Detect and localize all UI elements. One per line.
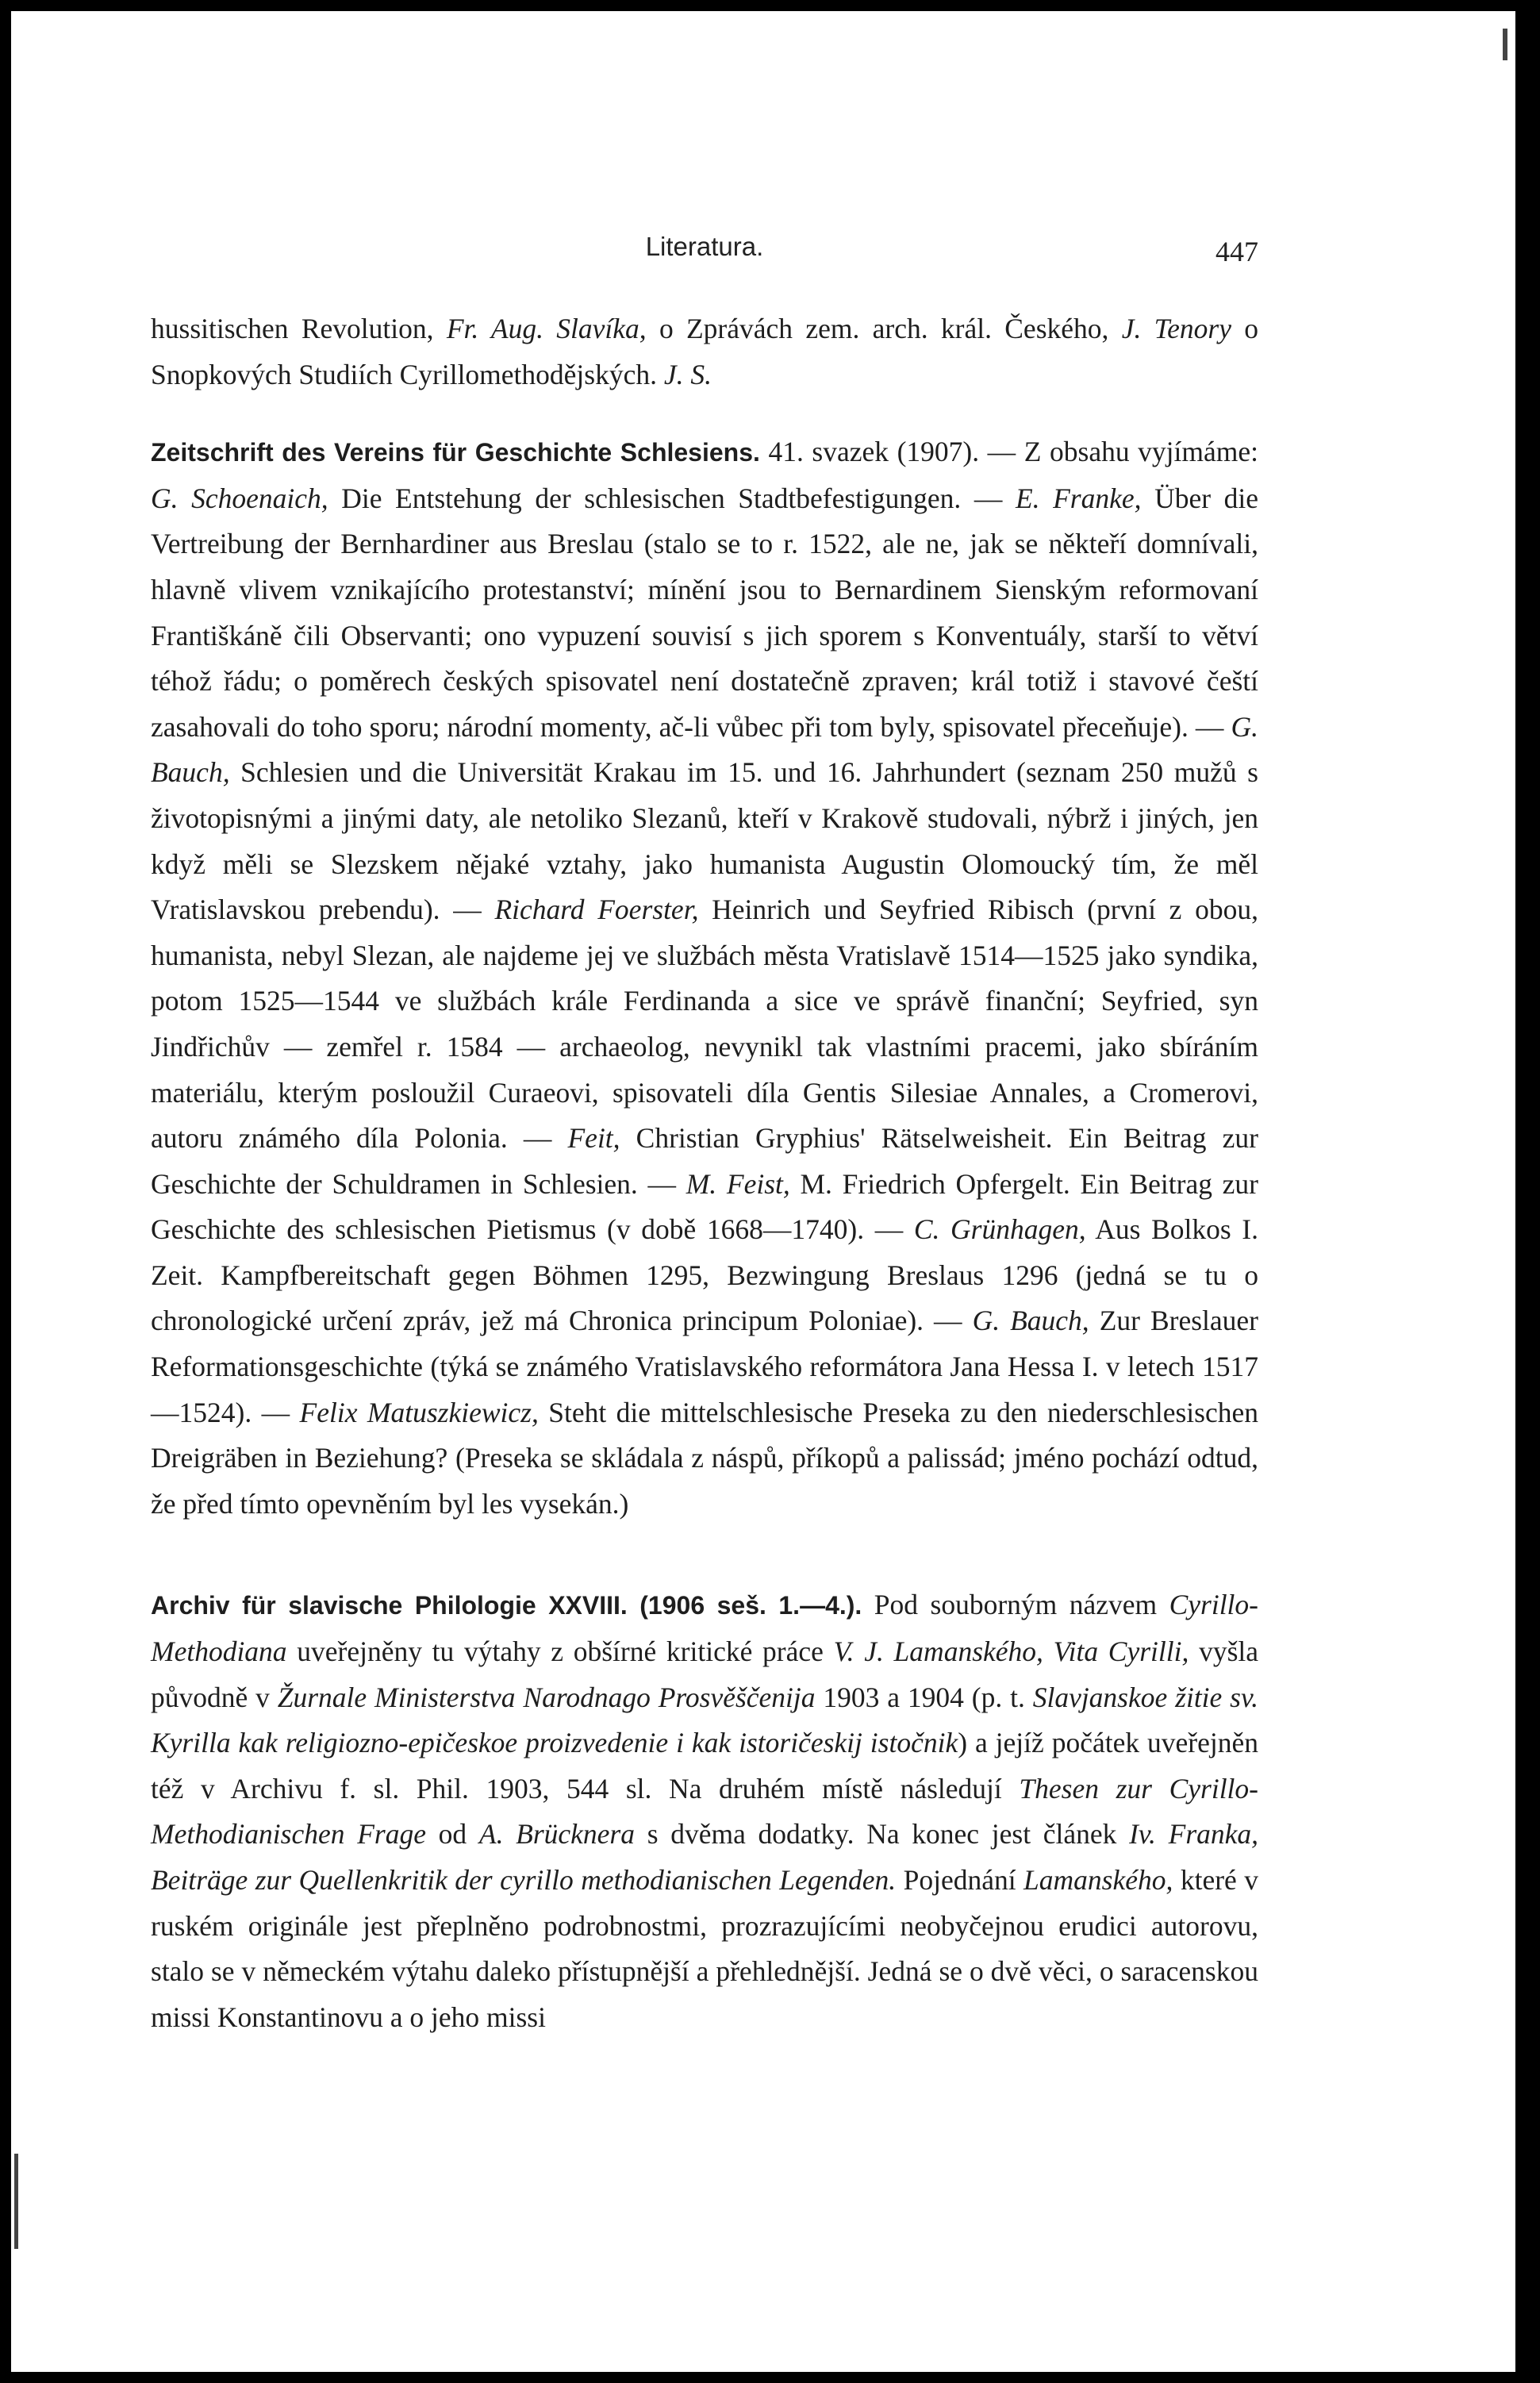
journal-heading: Archiv für slavische Philologie XXVIII. (1906 seš. 1.—4.).	[151, 1591, 862, 1620]
document-page	[11, 11, 1515, 2372]
page-header	[151, 232, 1258, 273]
paragraph-archiv: Archiv für slavische Philologie XXVIII. (1906 seš. 1.—4.). Pod souborným názvem Cyrillo-Methodiana uveřejněny tu výtahy z obšírné kritické práce V. J. Lamanského, Vita Cyrilli, vyšla původně v Žurnale Ministerstva Narodnago Prosvěščenija 1903 a 1904 (p. t. Slavjanskoe žitie sv. Kyrilla kak religiozno-epičeskoe proizvedenie i kak istoričeskij istočnik) a jejíž počátek uveřejněn též v Archivu f. sl. Phil. 1903, 544 sl. Na druhém místě následují Thesen zur Cyrillo-Methodianischen Frage od A. Brücknera s dvěma dodatky. Na konec jest článek Iv. Franka, Beiträge zur Quellenkritik der cyrillo methodianischen Legenden. Pojednání Lamanského, které v ruském originále jest přeplněno podrobnostmi, prozrazujícími neobyčejnou erudici autorovu, stalo se v německém výtahu daleko přístupnější a přehlednější. Jedná se o dvě věci, o saracenskou missi Konstantinovu a o jeho missi	[151, 1589, 1259, 2033]
running-title: Literatura.	[645, 232, 764, 261]
paragraph-continuation: hussitischen Revolution, Fr. Aug. Slavíka, o Zprávách zem. arch. král. Českého, J. Tenory o Snopkových Studiích Cyrillomethodějských. J. S.	[151, 313, 1259, 390]
paragraph-zeitschrift: Zeitschrift des Vereins für Geschichte Schlesiens. 41. svazek (1907). — Z obsahu vyjímáme: G. Schoenaich, Die Entstehung der schlesischen Stadtbefestigungen. — E. Franke, Über die Vertreibung der Bernhardiner aus Breslau (stalo se to r. 1522, ale ne, jak se někteří domnívali, hlavně vlivem vznikajícího protestanství; mínění jsou to Bernardinem Sienským reformovaní Františkáně čili Observanti; ono vypuzení souvisí s jich sporem s Konventuály, starší to větví téhož řádu; o poměrech českých spisovatel není dostatečně zpraven; král totiž i stavové čeští zasahovali do toho sporu; národní momenty, ač-li vůbec při tom byly, spisovatel přeceňuje). — G. Bauch, Schlesien und die Universität Krakau im 15. und 16. Jahrhundert (seznam 250 mužů s životopisnými a jinými daty, ale netoliko Slezanů, kteří v Krakově studovali, nýbrž i jiných, jen když měli se Slezskem nějaké vztahy, jako humanista Augustin Olomoucký tím, že měl Vratislavskou prebendu). — Richard Foerster, Heinrich und Seyfried Ribisch (první z obou, humanista, nebyl Slezan, ale najdeme jej ve službách města Vratislavě 1514—1525 jako syndika, potom 1525—1544 ve službách krále Ferdinanda a sice ve správě finanční; Seyfried, syn Jindřichův — zemřel r. 1584 — archaeolog, nevynikl tak vlastními pracemi, jako sbíráním materiálu, kterým posloužil Curaeovi, spisovateli díla Gentis Silesiae Annales, a Cromerovi, autoru známého díla Polonia. — Feit, Christian Gryphius' Rätselweisheit. Ein Beitrag zur Geschichte der Schuldramen in Schlesien. — M. Feist, M. Friedrich Opfergelt. Ein Beitrag zur Geschichte des schlesischen Pietismus (v době 1668—1740). — C. Grünhagen, Aus Bolkos I. Zeit. Kampfbereitschaft gegen Böhmen 1295, Bezwingung Breslaus 1296 (jedná se tu o chronologické určení zpráv, jež má Chronica principum Poloniae). — G. Bauch, Zur Breslauer Reformationsgeschichte (týká se známého Vratislavského reformátora Jana Hessa I. v letech 1517—1524). — Felix Matuszkiewicz, Steht die mittelschlesische Preseka zu den niederschlesischen Dreigräben in Beziehung? (Preseka se skládala z náspů, příkopů a palissád; jméno pochází odtud, že před tímto opevněním byl les vysekán.)	[151, 436, 1259, 1520]
scan-edge-mark	[14, 2154, 18, 2249]
scan-edge-mark	[1503, 29, 1507, 60]
page-number: 447	[1215, 236, 1258, 267]
body-text	[151, 306, 1258, 2040]
journal-heading: Zeitschrift des Vereins für Geschichte Schlesiens.	[151, 438, 760, 467]
